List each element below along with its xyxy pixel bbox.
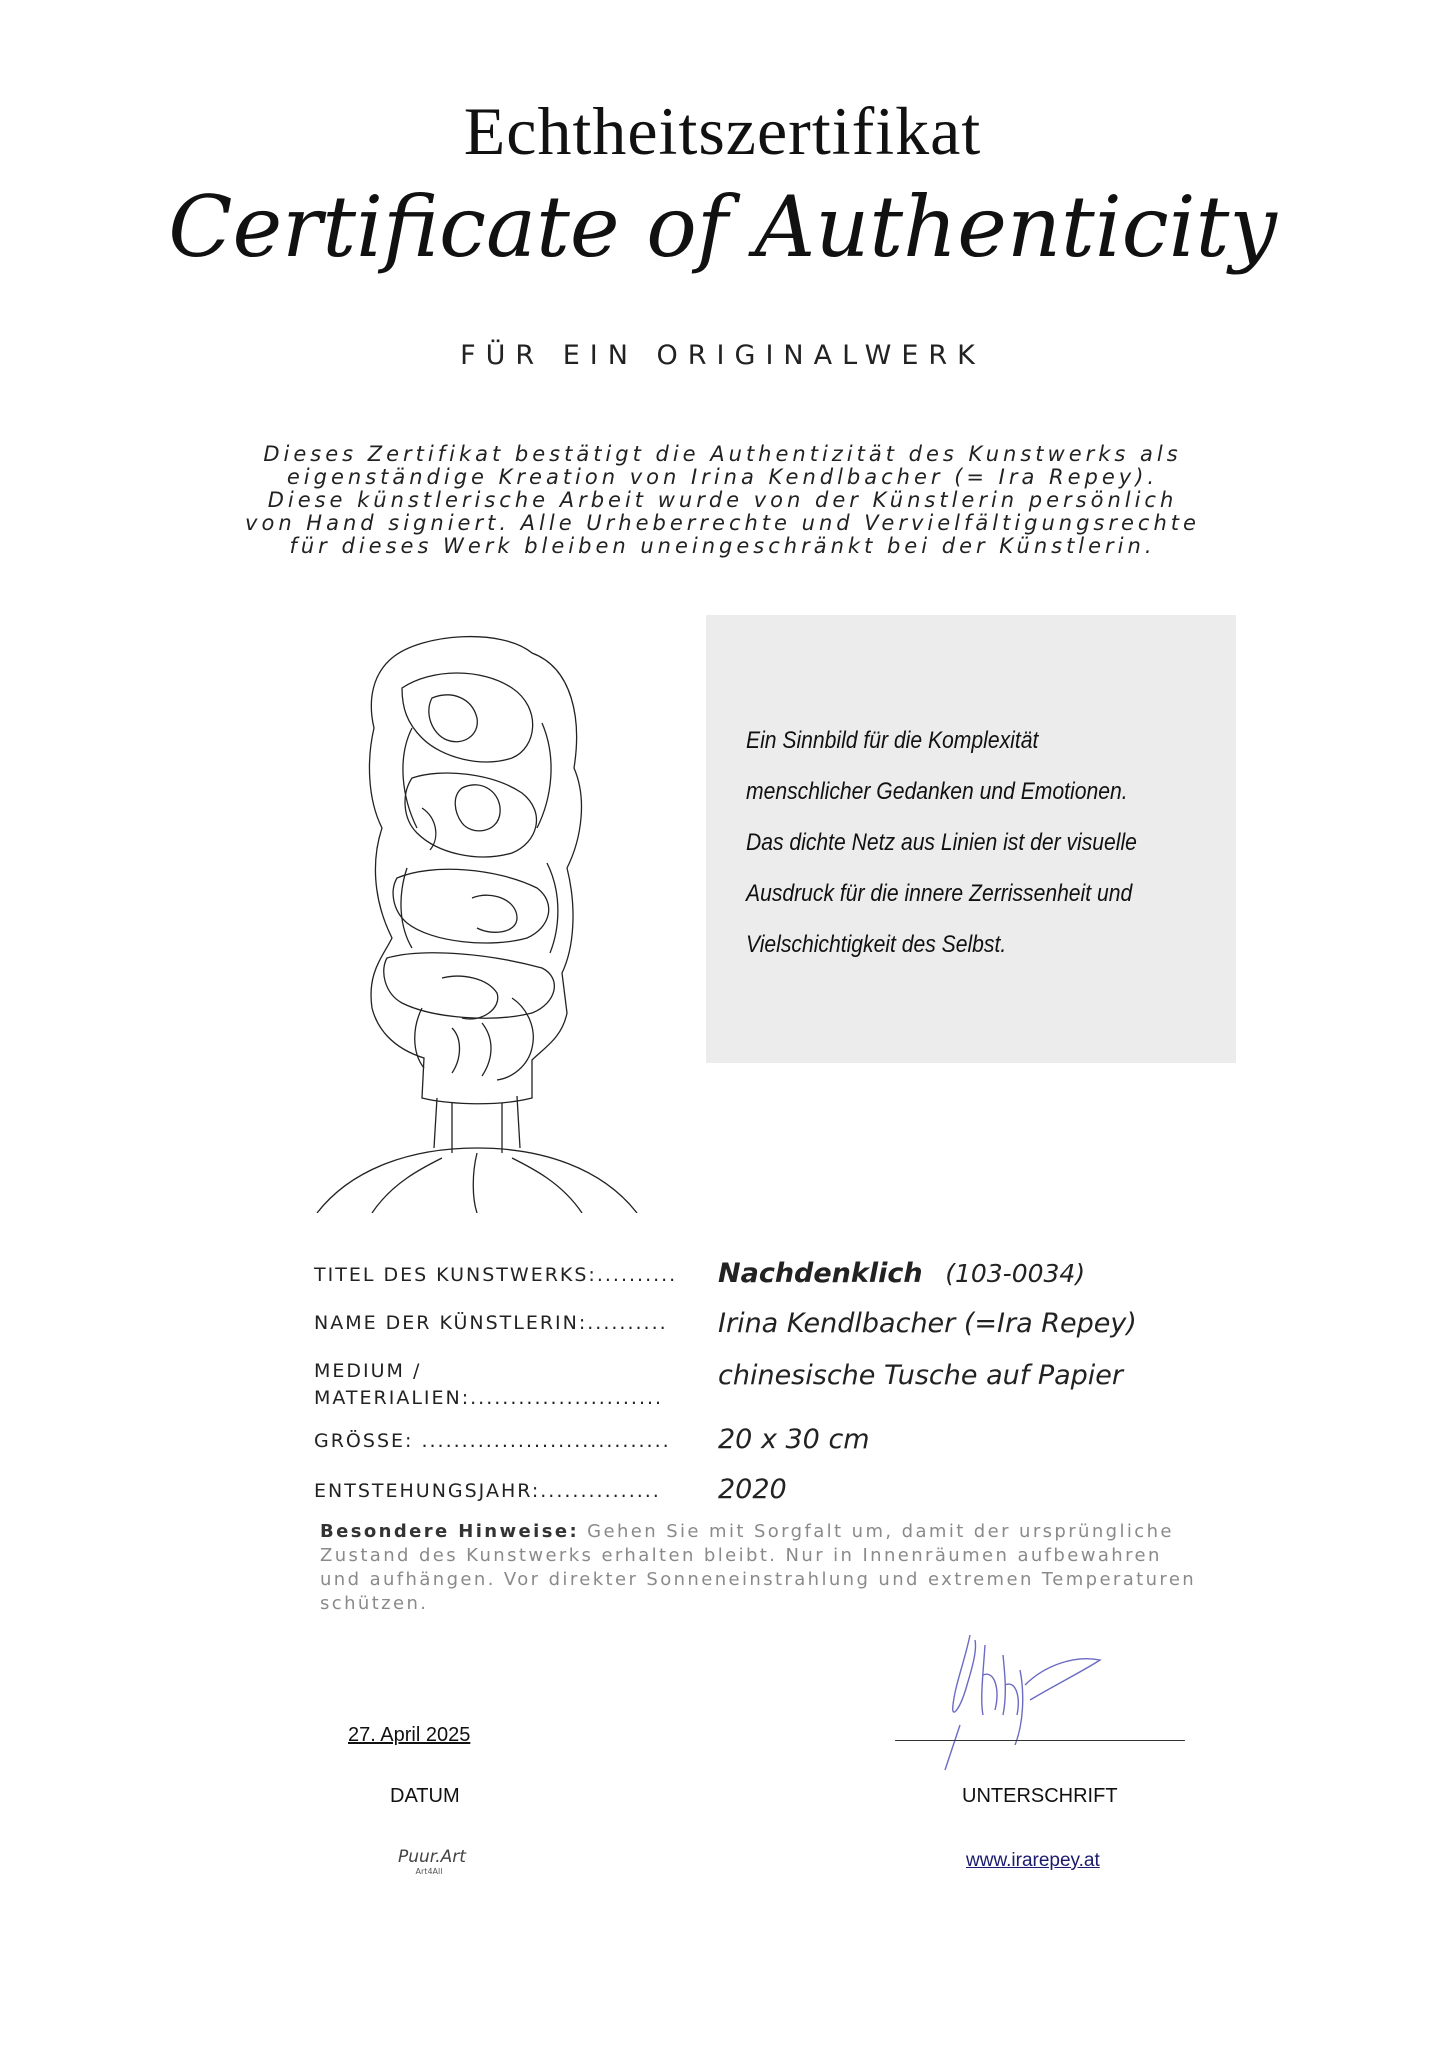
website-link[interactable]: www.irarepey.at [966,1850,1100,1871]
artwork-code: (103-0034) [945,1259,1086,1288]
artist-label: NAME DER KÜNSTLERIN:.......... [314,1312,668,1334]
date-value: 27. April 2025 [348,1724,471,1746]
logo-main-text: Puur.Art [398,1847,466,1867]
medium-label-line: MEDIUM / [314,1360,422,1382]
certificate-title-english: Certificate of Authenticity [168,178,1277,276]
puur-art-logo [398,1847,466,1876]
year-label: ENTSTEHUNGSJAHR:............... [314,1480,661,1502]
artwork-drawing [312,628,642,1213]
intro-line: für dieses Werk bleiben uneingeschränkt bei der Künstlerin. [289,534,1156,558]
notes-text: Gehen Sie mit Sorgfalt um, damit der ursprüngliche Zustand des Kunstwerks erhalten bleibt. Nur in Innenräumen aufbewahren und aufhängen. Vor direkter Sonneneinstrahlung und extremen Temperaturen schützen. [320,1521,1197,1614]
logo-sub-text: Art4All [415,1867,443,1876]
intro-line: Diese künstlerische Arbeit wurde von der Künstlerin persönlich [267,488,1178,512]
intro-line: eigenständige Kreation von Irina Kendlbacher (= Ira Repey). [286,465,1159,489]
size-value: 20 x 30 cm [718,1424,870,1455]
intro-line: von Hand signiert. Alle Urheberrechte und Vervielfältigungsrechte [245,511,1200,535]
description-line: Das dichte Netz aus Linien ist der visuelle [746,829,1137,856]
medium-label-line: MATERIALIEN:........................ [314,1387,664,1409]
description-line: Ein Sinnbild für die Komplexität [746,727,1039,754]
signature-image [925,1615,1145,1775]
medium-label [314,1358,694,1412]
notes-label: Besondere Hinweise: [320,1521,580,1542]
signature-label: UNTERSCHRIFT [962,1785,1118,1807]
description-line: Vielschichtigkeit des Selbst. [746,931,1007,958]
description-line: menschlicher Gedanken und Emotionen. [746,778,1128,805]
certificate-subtitle: FÜR EIN ORIGINALWERK [460,340,985,371]
intro-line: Dieses Zertifikat bestätigt die Authentizität des Kunstwerks als [263,442,1182,466]
medium-value: chinesische Tusche auf Papier [718,1360,1123,1391]
intro-paragraph [230,443,1215,558]
title-value-row [718,1258,1085,1289]
signature-line [895,1740,1185,1741]
artwork-description [746,715,1168,970]
date-label: DATUM [390,1785,460,1807]
size-label: GRÖSSE: ............................... [314,1430,671,1452]
year-value: 2020 [718,1474,787,1505]
artwork-title: Nachdenklich [718,1258,923,1289]
certificate-title-german: Echtheitszertifikat [463,93,982,169]
special-notes [320,1520,1200,1616]
artist-value: Irina Kendlbacher (=Ira Repey) [718,1308,1137,1339]
title-label: TITEL DES KUNSTWERKS:.......... [314,1264,678,1286]
description-line: Ausdruck für die innere Zerrissenheit und [746,880,1133,907]
